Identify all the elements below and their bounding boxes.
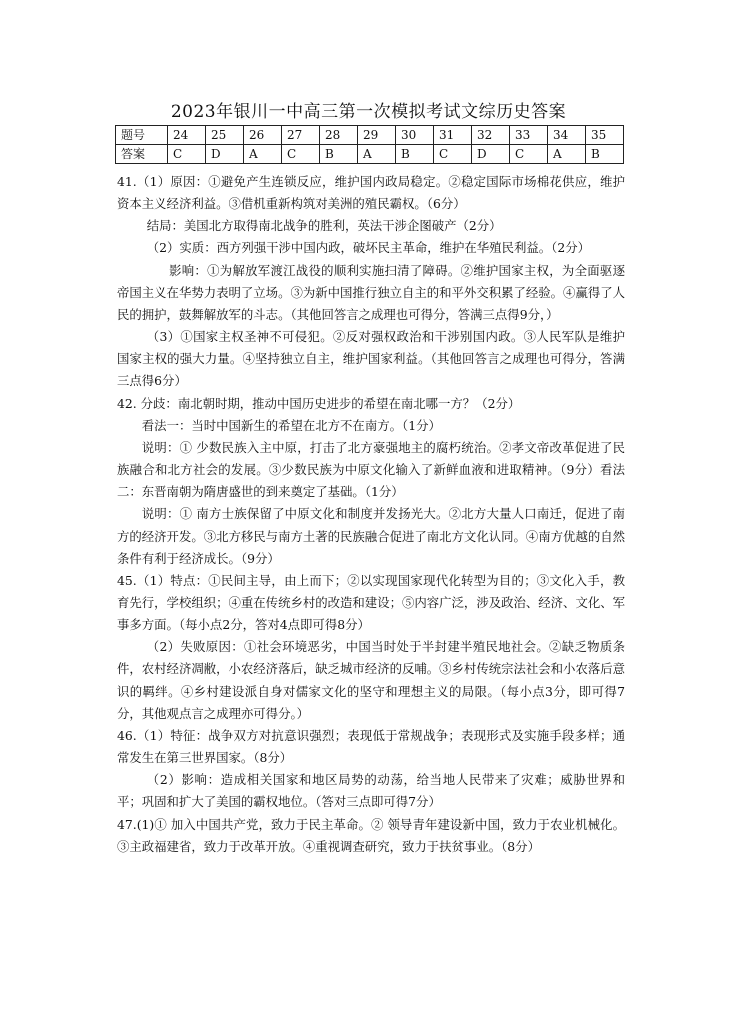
answer-cell: C (510, 145, 548, 164)
row-label: 题号 (116, 126, 168, 145)
answer-row (116, 145, 624, 164)
q47-part1: 47.(1)① 加入中国共产党，致力于民主革命。② 领导青年建设新中国，致力于农业机械化。③主政福建省，致力于改革开放。④重视调查研究，致力于扶贫事业。（8分） (117, 816, 625, 854)
q42-explanation-one: 说明：① 少数民族入主中原，打击了北方豪强地主的腐朽统治。②孝文帝改革促进了民族融合和北方社会的发展。③少数民族为中原文化输入了新鲜血液和进取精神。（9分）看法二：东晋南朝为隋唐盛世的到来奠定了基础。（1分） (117, 439, 625, 500)
answer-cell: A (548, 145, 586, 164)
q42-explanation-two: 说明：① 南方士族保留了中原文化和制度并发扬光大。②北方大量人口南迁，促进了南方的经济开发。③北方移民与南方土著的民族融合促进了南北方文化认同。④南方优越的自然条件有利于经济成长。（9分） (117, 506, 626, 566)
answer-cell: B (586, 145, 624, 164)
answer-cell: C (168, 145, 206, 164)
answer-cell: C (434, 145, 472, 164)
answer-cell: D (472, 145, 510, 164)
q41-part3: （3）①国家主权圣神不可侵犯。②反对强权政治和干涉别国内政。③人民军队是维护国家主权的强大力量。④坚持独立自主，维护国家利益。（其他回答言之成理也可得分，答满三点得6分） (117, 329, 625, 389)
question-number: 28 (320, 126, 358, 145)
question-number: 34 (548, 126, 586, 145)
answer-cell: B (320, 145, 358, 164)
question-number: 27 (282, 126, 320, 145)
q42-divergence: 42. 分歧：南北朝时期，推动中国历史进步的希望在南北哪一方？（2分） (117, 395, 521, 411)
question-number: 33 (510, 126, 548, 145)
answer-cell: D (206, 145, 244, 164)
question-number: 31 (434, 126, 472, 145)
answer-cell: A (358, 145, 396, 164)
q41-essence: （2）实质：西方列强干涉中国内政，破坏民主革命，维护在华殖民利益。（2分） (146, 240, 590, 256)
answer-cell: C (282, 145, 320, 164)
question-number: 25 (206, 126, 244, 145)
question-number: 24 (168, 126, 206, 145)
q41-causes: 41.（1）原因：①避免产生连锁反应，维护国内政局稳定。②稳定国际市场棉花供应，维护资本主义经济利益。③借机重新构筑对美洲的殖民霸权。（6分） (117, 174, 625, 212)
q46-features: 46.（1）特征：战争双方对抗意识强烈；表现低于常规战争；表现形式及实施手段多样；通常发生在第三世界国家。（8分） (117, 727, 625, 766)
question-number: 30 (396, 126, 434, 145)
q41-outcome: 结局：美国北方取得南北战争的胜利，英法干涉企图破产（2分） (146, 218, 502, 234)
answer-body (117, 171, 625, 858)
document-title: 2023年银川一中高三第一次模拟考试文综历史答案 (170, 102, 567, 122)
question-number: 32 (472, 126, 510, 145)
question-number: 35 (586, 126, 624, 145)
answer-cell: B (396, 145, 434, 164)
q45-features: 45.（1）特点：①民间主导，由上而下；②以实现国家现代化转型为目的；③文化入手，教育先行，学校组织；④重在传统乡村的改造和建设；⑤内容广泛，涉及政治、经济、文化、军事多方面。（每小点2分，答对4点即可得8分） (117, 572, 626, 633)
answer-cell: A (244, 145, 282, 164)
q42-view-one: 看法一：当时中国新生的希望在北方不在南方。（1分） (141, 417, 441, 433)
row-label: 答案 (116, 145, 168, 164)
question-number: 29 (358, 126, 396, 145)
q41-influence: 影响：①为解放军渡江战役的顺利实施扫清了障碍。②维护国家主权，为全面驱逐帝国主义在华势力表明了立场。③为新中国推行独立自主的和平外交积累了经验。④赢得了人民的拥护，鼓舞解放军的斗志。（其他回答言之成理也可得分，答满三点得9分，） (117, 262, 626, 322)
q45-failure-reasons: （2）失败原因：①社会环境恶劣，中国当时处于半封建半殖民地社会。②缺乏物质条件，农村经济凋敝，小农经济落后，缺乏城市经济的反哺。③乡村传统宗法社会和小农落后意识的羁绊。④乡村建设派自身对儒家文化的坚守和理想主义的局限。（每小点3分，即可得7分，其他观点言之成理亦可得分。） (117, 639, 626, 721)
q46-influence: （2）影响：造成相关国家和地区局势的动荡，给当地人民带来了灾难；威胁世界和平；巩固和扩大了美国的霸权地位。（答对三点即可得7分） (117, 772, 625, 810)
answer-table (115, 125, 624, 164)
question-number: 26 (244, 126, 282, 145)
question-number-row (116, 126, 624, 145)
